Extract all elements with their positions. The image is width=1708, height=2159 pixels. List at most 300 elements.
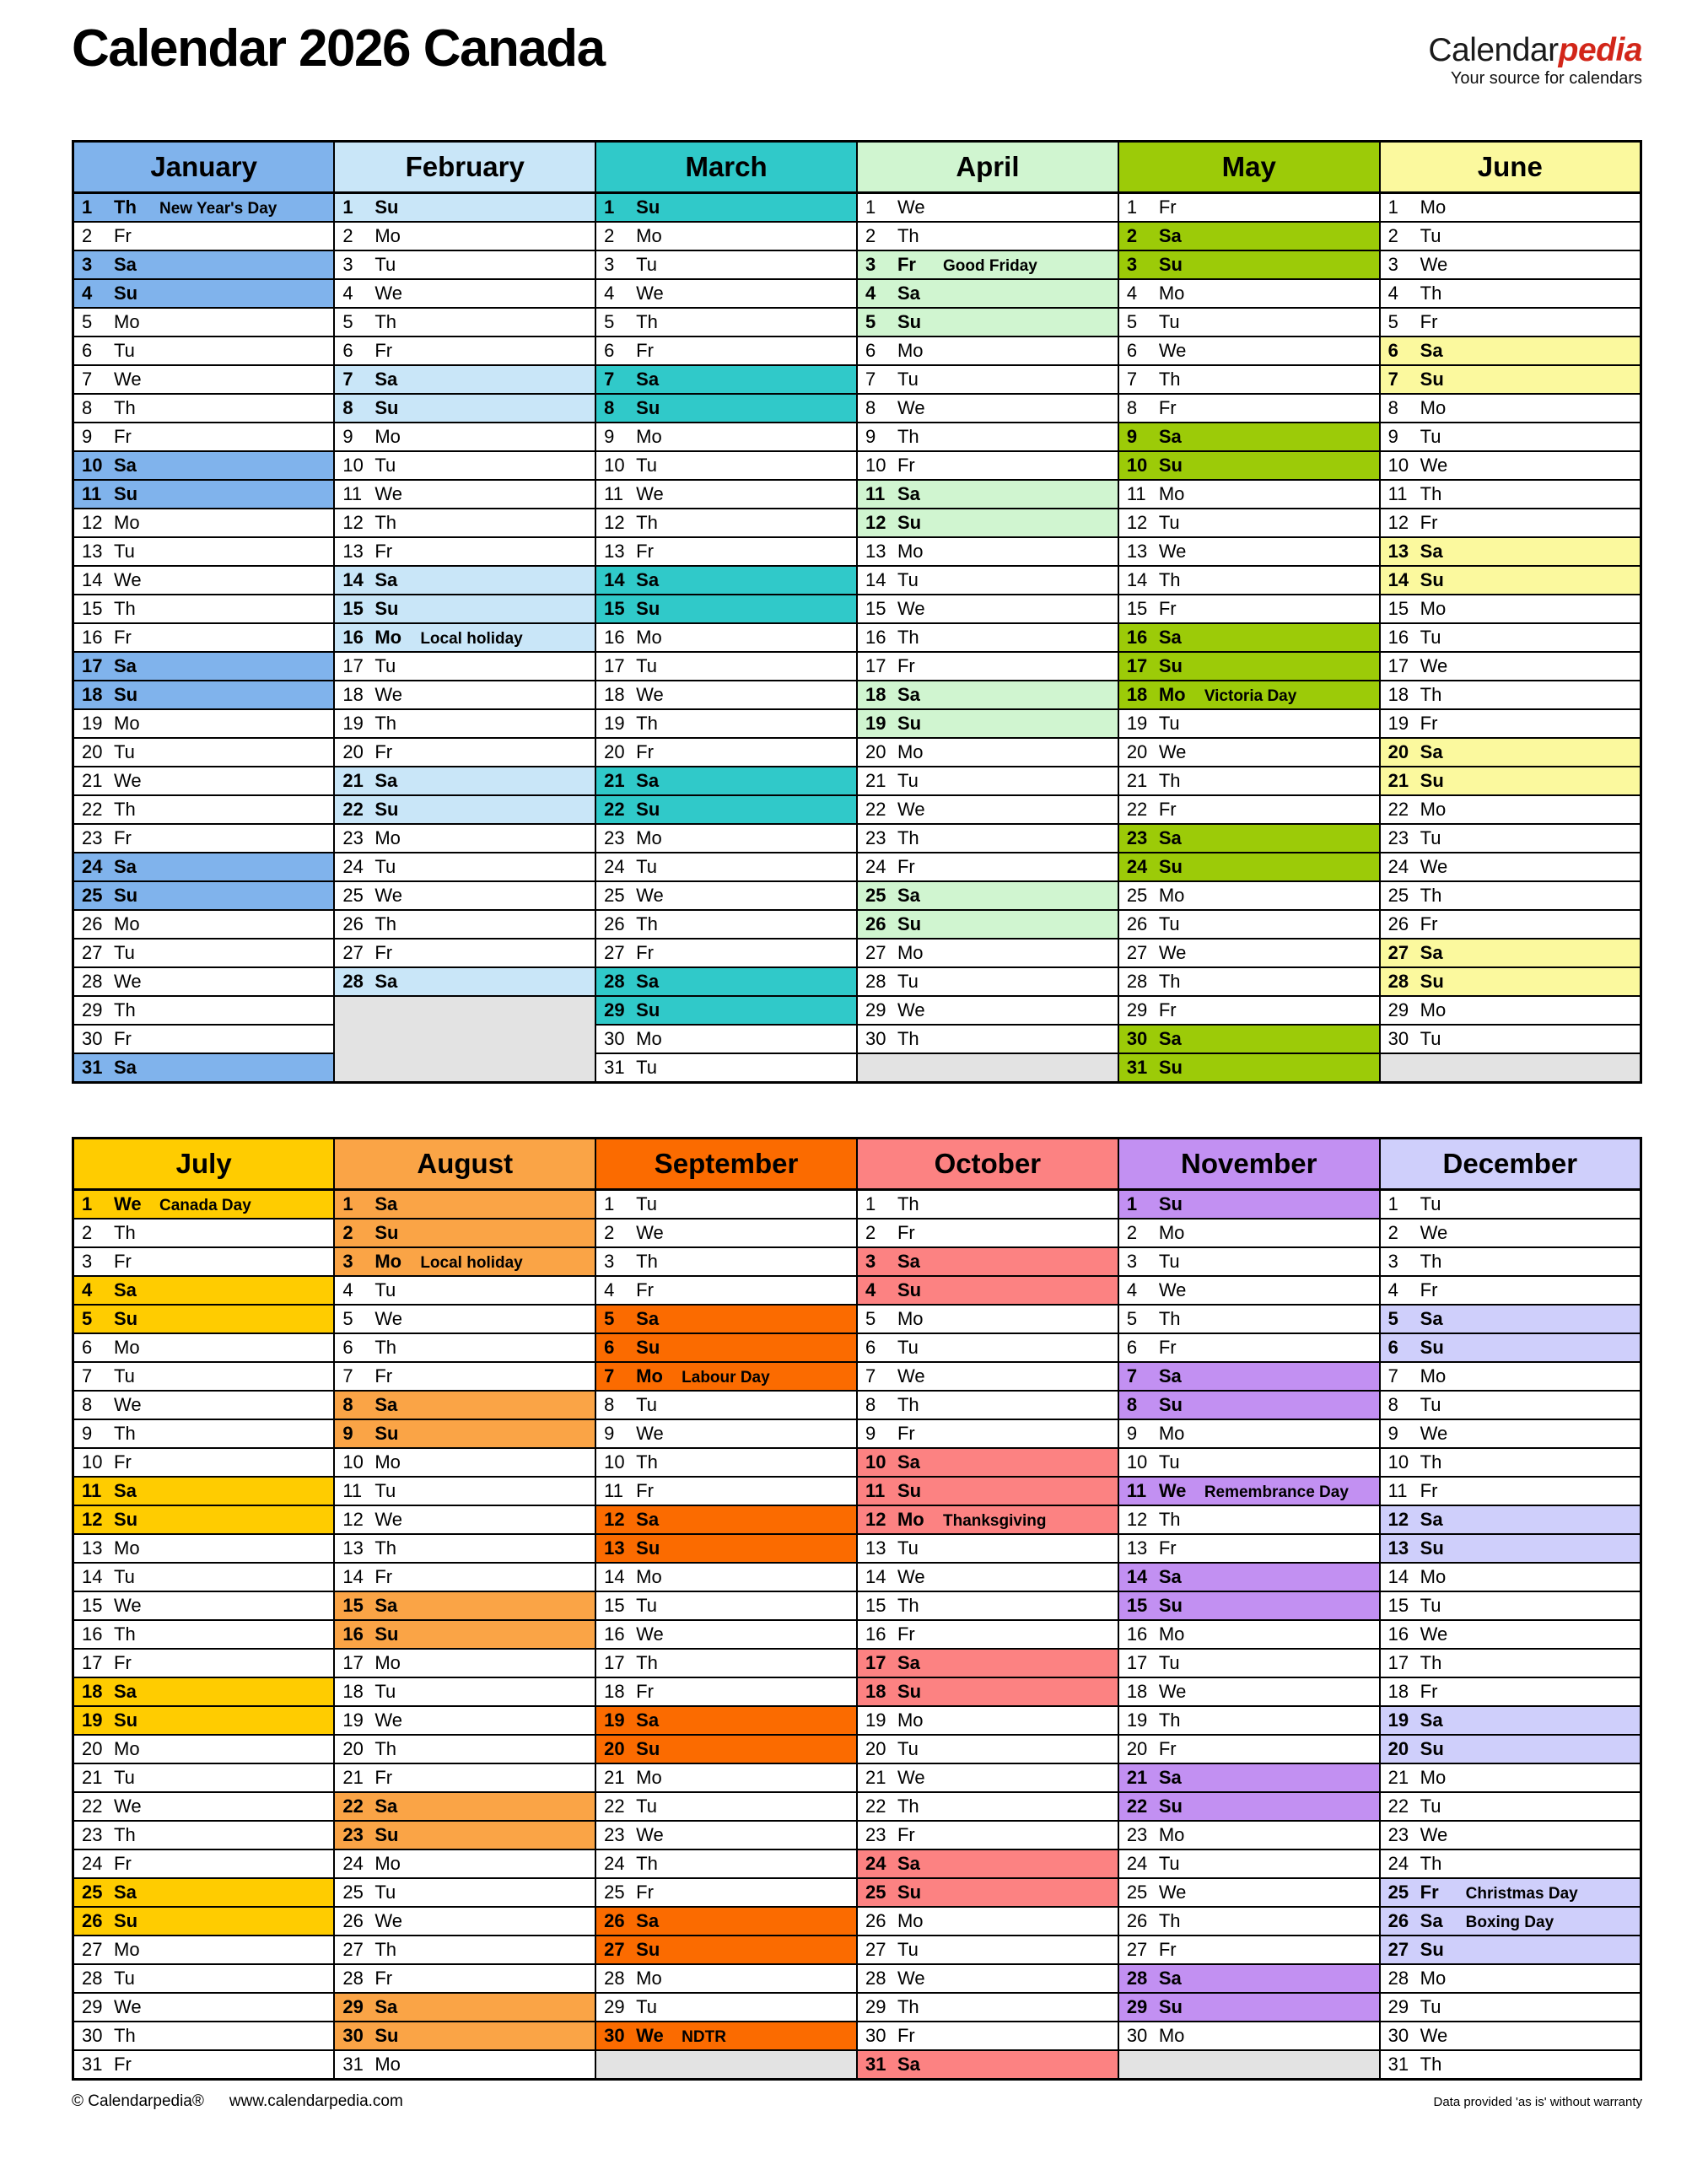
- day-number: 28: [342, 971, 364, 992]
- weekday-abbr: Sa: [114, 655, 137, 676]
- weekday-abbr: Fr: [374, 741, 393, 762]
- day-number: 18: [1126, 1681, 1148, 1702]
- weekday-abbr: Tu: [636, 1595, 658, 1616]
- day-cell-june-12: [1380, 509, 1641, 537]
- weekday-abbr: Th: [1158, 1308, 1181, 1329]
- day-number: 28: [1387, 971, 1409, 992]
- day-cell-october-5: [857, 1305, 1118, 1333]
- day-cell-february-10: [334, 451, 595, 480]
- day-number: 31: [82, 1057, 103, 1078]
- day-number: 4: [82, 1279, 93, 1300]
- day-number: 20: [1387, 741, 1409, 762]
- day-cell-march-25: [595, 881, 857, 910]
- day-cell-april-1: [857, 193, 1118, 223]
- weekday-abbr: We: [897, 397, 925, 418]
- weekday-abbr: Th: [114, 1623, 136, 1645]
- weekday-abbr: Fr: [636, 340, 654, 361]
- day-number: 12: [342, 1509, 364, 1530]
- day-cell-september-8: [595, 1391, 857, 1419]
- day-number: 16: [1387, 1623, 1409, 1645]
- day-cell-july-17: [73, 1649, 335, 1677]
- day-number: 2: [82, 1222, 93, 1243]
- day-number: 13: [342, 541, 364, 562]
- day-number: 29: [1126, 1996, 1148, 2017]
- day-number: 4: [865, 283, 876, 304]
- weekday-abbr: Tu: [114, 340, 135, 361]
- day-number: 1: [1126, 1193, 1138, 1214]
- day-cell-april-8: [857, 394, 1118, 423]
- weekday-abbr: Th: [1420, 2054, 1442, 2075]
- day-number: 3: [342, 254, 353, 275]
- weekday-abbr: Th: [374, 913, 397, 934]
- weekday-abbr: Th: [114, 2025, 136, 2046]
- day-number: 5: [82, 1308, 93, 1329]
- weekday-abbr: Th: [114, 397, 136, 418]
- day-cell-may-28: [1118, 967, 1380, 996]
- day-number: 19: [604, 1709, 625, 1731]
- weekday-abbr: Th: [374, 1337, 397, 1358]
- day-cell-october-24: [857, 1849, 1118, 1878]
- day-number: 15: [82, 598, 103, 619]
- day-cell-september-9: [595, 1419, 857, 1448]
- day-number: 30: [1387, 2025, 1409, 2046]
- day-cell-october-6: [857, 1333, 1118, 1362]
- weekday-abbr: Tu: [1158, 1652, 1180, 1673]
- day-cell-august-9: [334, 1419, 595, 1448]
- day-number: 14: [1126, 569, 1148, 590]
- day-number: 14: [342, 569, 364, 590]
- day-cell-september-23: [595, 1821, 857, 1849]
- weekday-abbr: Sa: [1158, 1767, 1182, 1788]
- day-number: 28: [1126, 1968, 1148, 1989]
- day-cell-december-27: [1380, 1936, 1641, 1964]
- weekday-abbr: Sa: [897, 1853, 920, 1874]
- day-cell-january-13: [73, 537, 335, 566]
- weekday-abbr: Mo: [1420, 197, 1447, 218]
- day-number: 23: [1126, 827, 1148, 848]
- weekday-abbr: Th: [114, 999, 136, 1020]
- day-number: 11: [82, 1480, 102, 1501]
- weekday-abbr: Tu: [636, 1394, 658, 1415]
- weekday-abbr: Mo: [114, 1537, 140, 1559]
- weekday-abbr: We: [636, 283, 664, 304]
- day-number: 13: [1387, 541, 1409, 562]
- weekday-abbr: Tu: [374, 455, 396, 476]
- day-cell-january-29: [73, 996, 335, 1025]
- calendar-first-half-table: [72, 140, 1642, 1084]
- month-header-january: January: [73, 142, 335, 193]
- empty-cell-april: [857, 1053, 1118, 1083]
- weekday-abbr: Tu: [897, 971, 919, 992]
- day-number: 16: [1126, 627, 1148, 648]
- day-cell-november-21: [1118, 1763, 1380, 1792]
- weekday-abbr: We: [1158, 1681, 1187, 1702]
- weekday-abbr: Fr: [1420, 913, 1438, 934]
- day-number: 6: [1126, 340, 1138, 361]
- weekday-abbr: Sa: [897, 1251, 920, 1272]
- day-cell-january-14: [73, 566, 335, 595]
- day-number: 9: [82, 426, 93, 447]
- day-cell-february-12: [334, 509, 595, 537]
- day-number: 10: [82, 1451, 103, 1473]
- day-cell-december-25: [1380, 1878, 1641, 1907]
- weekday-abbr: Fr: [374, 541, 393, 562]
- day-number: 24: [865, 1853, 886, 1874]
- day-number: 6: [342, 340, 353, 361]
- day-number: 23: [342, 827, 364, 848]
- day-cell-january-30: [73, 1025, 335, 1053]
- day-cell-november-29: [1118, 1993, 1380, 2022]
- day-number: 11: [1387, 1480, 1408, 1501]
- day-number: 25: [1387, 885, 1409, 906]
- day-cell-march-1: [595, 193, 857, 223]
- holiday-label: NDTR: [682, 2028, 726, 2046]
- day-cell-february-27: [334, 939, 595, 967]
- weekday-abbr: We: [1420, 1423, 1448, 1444]
- weekday-abbr: Th: [374, 512, 397, 533]
- day-number: 14: [865, 1566, 886, 1587]
- day-cell-may-30: [1118, 1025, 1380, 1053]
- day-cell-october-11: [857, 1477, 1118, 1505]
- weekday-abbr: Tu: [114, 541, 135, 562]
- day-cell-july-25: [73, 1878, 335, 1907]
- day-number: 29: [82, 1996, 103, 2017]
- weekday-abbr: Fr: [114, 1853, 132, 1874]
- day-cell-november-28: [1118, 1964, 1380, 1993]
- day-cell-december-31: [1380, 2050, 1641, 2080]
- day-number: 15: [82, 1595, 103, 1616]
- day-number: 11: [604, 483, 623, 504]
- day-number: 4: [604, 283, 615, 304]
- weekday-abbr: Su: [1420, 770, 1444, 791]
- weekday-abbr: Fr: [374, 1968, 393, 1989]
- weekday-abbr: Mo: [1420, 999, 1447, 1020]
- day-cell-april-21: [857, 767, 1118, 795]
- weekday-abbr: Mo: [636, 225, 662, 246]
- day-cell-january-5: [73, 308, 335, 337]
- weekday-abbr: Th: [897, 627, 919, 648]
- day-number: 12: [1387, 512, 1409, 533]
- day-cell-july-12: [73, 1505, 335, 1534]
- day-number: 6: [865, 340, 876, 361]
- day-number: 25: [1126, 885, 1148, 906]
- day-cell-april-9: [857, 423, 1118, 451]
- weekday-abbr: Mo: [897, 1910, 924, 1931]
- day-cell-february-4: [334, 279, 595, 308]
- day-cell-june-13: [1380, 537, 1641, 566]
- day-number: 13: [604, 1537, 625, 1559]
- weekday-abbr: Th: [636, 913, 658, 934]
- day-number: 30: [865, 2025, 886, 2046]
- day-number: 10: [342, 455, 364, 476]
- day-number: 2: [604, 1222, 615, 1243]
- weekday-abbr: Th: [1158, 369, 1181, 390]
- day-cell-november-25: [1118, 1878, 1380, 1907]
- weekday-abbr: Fr: [1158, 397, 1177, 418]
- weekday-abbr: Su: [374, 397, 399, 418]
- weekday-abbr: Fr: [636, 1681, 654, 1702]
- weekday-abbr: Sa: [374, 1394, 398, 1415]
- holiday-label: Good Friday: [942, 257, 1037, 275]
- weekday-abbr: Su: [374, 799, 399, 820]
- weekday-abbr: Th: [374, 1939, 397, 1960]
- day-number: 25: [865, 885, 886, 906]
- weekday-abbr: Sa: [114, 1681, 137, 1702]
- weekday-abbr: Th: [1158, 569, 1181, 590]
- day-number: 12: [604, 512, 625, 533]
- day-number: 26: [865, 913, 886, 934]
- day-cell-september-30: [595, 2022, 857, 2050]
- weekday-abbr: Mo: [1420, 1968, 1447, 1989]
- day-cell-june-1: [1380, 193, 1641, 223]
- day-cell-july-16: [73, 1620, 335, 1649]
- day-cell-july-22: [73, 1792, 335, 1821]
- day-number: 30: [82, 1028, 103, 1049]
- weekday-abbr: Fr: [1158, 1537, 1177, 1559]
- day-number: 18: [342, 684, 364, 705]
- day-cell-november-8: [1118, 1391, 1380, 1419]
- day-number: 7: [865, 1365, 876, 1386]
- day-cell-september-28: [595, 1964, 857, 1993]
- day-number: 24: [82, 856, 103, 877]
- day-number: 17: [1387, 655, 1409, 676]
- holiday-label: Boxing Day: [1465, 1914, 1554, 1931]
- day-number: 17: [1126, 655, 1148, 676]
- day-number: 12: [1126, 512, 1148, 533]
- day-cell-march-26: [595, 910, 857, 939]
- day-number: 16: [865, 1623, 886, 1645]
- day-number: 6: [604, 340, 615, 361]
- day-number: 13: [82, 541, 103, 562]
- day-cell-march-5: [595, 308, 857, 337]
- day-number: 27: [604, 1939, 625, 1960]
- weekday-abbr: Fr: [1420, 1681, 1438, 1702]
- day-cell-october-1: [857, 1190, 1118, 1219]
- day-number: 20: [604, 741, 625, 762]
- weekday-abbr: Th: [1420, 1652, 1442, 1673]
- day-cell-september-22: [595, 1792, 857, 1821]
- day-number: 18: [82, 1681, 103, 1702]
- weekday-abbr: Sa: [636, 1509, 660, 1530]
- day-number: 24: [1387, 856, 1409, 877]
- day-number: 5: [1387, 311, 1398, 332]
- day-cell-december-30: [1380, 2022, 1641, 2050]
- day-number: 6: [1387, 1337, 1398, 1358]
- day-cell-september-11: [595, 1477, 857, 1505]
- weekday-abbr: Th: [1420, 283, 1442, 304]
- weekday-abbr: Mo: [636, 1767, 662, 1788]
- day-cell-june-14: [1380, 566, 1641, 595]
- day-number: 24: [82, 1853, 103, 1874]
- weekday-abbr: Sa: [374, 1193, 398, 1214]
- weekday-abbr: Mo: [1158, 1824, 1185, 1845]
- weekday-abbr: Su: [897, 311, 922, 332]
- weekday-abbr: We: [374, 1709, 402, 1731]
- weekday-abbr: Sa: [114, 1057, 137, 1078]
- weekday-abbr: Th: [1158, 971, 1181, 992]
- weekday-abbr: Fr: [374, 1365, 393, 1386]
- day-cell-december-8: [1380, 1391, 1641, 1419]
- weekday-abbr: Su: [374, 2025, 399, 2046]
- day-number: 10: [1126, 455, 1148, 476]
- day-cell-june-5: [1380, 308, 1641, 337]
- day-cell-march-17: [595, 652, 857, 681]
- weekday-abbr: We: [374, 1910, 402, 1931]
- weekday-abbr: Mo: [636, 627, 662, 648]
- day-cell-may-3: [1118, 250, 1380, 279]
- day-cell-may-4: [1118, 279, 1380, 308]
- day-cell-august-18: [334, 1677, 595, 1706]
- day-number: 22: [865, 1796, 886, 1817]
- day-number: 21: [342, 770, 364, 791]
- weekday-abbr: Mo: [1158, 1423, 1185, 1444]
- day-number: 6: [1126, 1337, 1138, 1358]
- weekday-abbr: Mo: [114, 1738, 140, 1759]
- day-cell-august-28: [334, 1964, 595, 1993]
- day-cell-april-4: [857, 279, 1118, 308]
- day-cell-may-11: [1118, 480, 1380, 509]
- weekday-abbr: Sa: [1158, 827, 1182, 848]
- day-number: 8: [865, 397, 876, 418]
- weekday-abbr: Su: [1158, 655, 1183, 676]
- weekday-abbr: We: [374, 483, 402, 504]
- weekday-abbr: Mo: [374, 1652, 401, 1673]
- day-cell-july-5: [73, 1305, 335, 1333]
- day-number: 1: [82, 1193, 93, 1214]
- weekday-abbr: We: [897, 1968, 925, 1989]
- weekday-abbr: Su: [114, 885, 138, 906]
- day-cell-may-18: [1118, 681, 1380, 709]
- day-number: 3: [865, 254, 876, 275]
- day-number: 10: [82, 455, 103, 476]
- holiday-label: Local holiday: [420, 1254, 523, 1272]
- day-number: 30: [1387, 1028, 1409, 1049]
- day-number: 14: [342, 1566, 364, 1587]
- day-cell-july-18: [73, 1677, 335, 1706]
- footer-website: www.calendarpedia.com: [229, 2092, 403, 2110]
- weekday-abbr: Sa: [897, 2054, 920, 2075]
- day-cell-august-21: [334, 1763, 595, 1792]
- day-cell-january-25: [73, 881, 335, 910]
- day-number: 3: [865, 1251, 876, 1272]
- weekday-abbr: We: [636, 885, 664, 906]
- weekday-abbr: Sa: [374, 369, 398, 390]
- day-number: 10: [604, 455, 625, 476]
- day-number: 20: [82, 1738, 103, 1759]
- weekday-abbr: Mo: [636, 426, 662, 447]
- day-cell-july-26: [73, 1907, 335, 1936]
- weekday-abbr: We: [114, 1996, 142, 2017]
- weekday-abbr: Su: [1158, 254, 1183, 275]
- day-number: 16: [604, 627, 625, 648]
- weekday-abbr: Mo: [897, 1308, 924, 1329]
- month-header-june: June: [1380, 142, 1641, 193]
- day-cell-june-20: [1380, 738, 1641, 767]
- day-cell-january-9: [73, 423, 335, 451]
- weekday-abbr: Th: [636, 1652, 658, 1673]
- weekday-abbr: We: [1158, 1480, 1187, 1501]
- day-cell-march-19: [595, 709, 857, 738]
- weekday-abbr: Mo: [374, 627, 402, 648]
- day-number: 3: [342, 1251, 353, 1272]
- weekday-abbr: We: [636, 2025, 664, 2046]
- weekday-abbr: Fr: [1420, 1480, 1438, 1501]
- day-number: 15: [865, 598, 886, 619]
- weekday-abbr: Sa: [1420, 541, 1443, 562]
- day-number: 14: [82, 569, 103, 590]
- weekday-abbr: Tu: [374, 1279, 396, 1300]
- day-cell-january-8: [73, 394, 335, 423]
- day-cell-september-29: [595, 1993, 857, 2022]
- weekday-abbr: We: [1420, 856, 1448, 877]
- weekday-abbr: Th: [897, 1996, 919, 2017]
- weekday-abbr: Sa: [897, 283, 920, 304]
- weekday-abbr: Tu: [1158, 713, 1180, 734]
- weekday-abbr: Mo: [897, 741, 924, 762]
- day-cell-june-7: [1380, 365, 1641, 394]
- day-cell-june-27: [1380, 939, 1641, 967]
- weekday-abbr: Su: [114, 1308, 138, 1329]
- day-cell-april-22: [857, 795, 1118, 824]
- weekday-abbr: Su: [1420, 1337, 1444, 1358]
- day-number: 18: [1387, 1681, 1409, 1702]
- day-cell-july-6: [73, 1333, 335, 1362]
- weekday-abbr: Sa: [1158, 1028, 1182, 1049]
- day-cell-july-24: [73, 1849, 335, 1878]
- weekday-abbr: Tu: [1420, 1193, 1441, 1214]
- day-cell-october-7: [857, 1362, 1118, 1391]
- weekday-abbr: We: [1420, 1623, 1448, 1645]
- day-number: 25: [342, 885, 364, 906]
- day-cell-october-13: [857, 1534, 1118, 1563]
- day-cell-november-16: [1118, 1620, 1380, 1649]
- day-number: 15: [342, 1595, 364, 1616]
- weekday-abbr: We: [114, 1394, 142, 1415]
- month-header-august: August: [334, 1139, 595, 1190]
- day-cell-may-5: [1118, 308, 1380, 337]
- day-number: 24: [604, 856, 625, 877]
- day-cell-june-22: [1380, 795, 1641, 824]
- day-cell-may-26: [1118, 910, 1380, 939]
- day-number: 11: [1126, 483, 1146, 504]
- day-number: 22: [342, 799, 364, 820]
- weekday-abbr: Tu: [114, 1767, 135, 1788]
- weekday-abbr: Su: [636, 1738, 660, 1759]
- weekday-abbr: Th: [897, 1193, 919, 1214]
- day-number: 14: [1387, 569, 1409, 590]
- weekday-abbr: Tu: [374, 655, 396, 676]
- day-number: 31: [82, 2054, 103, 2075]
- logo-wordmark-red: pedia: [1558, 32, 1642, 68]
- weekday-abbr: Sa: [636, 971, 660, 992]
- day-number: 22: [604, 1796, 625, 1817]
- day-cell-february-21: [334, 767, 595, 795]
- weekday-abbr: Sa: [374, 971, 398, 992]
- day-cell-october-16: [857, 1620, 1118, 1649]
- day-cell-march-9: [595, 423, 857, 451]
- day-number: 8: [604, 397, 615, 418]
- weekday-abbr: Sa: [1158, 1566, 1182, 1587]
- day-cell-march-28: [595, 967, 857, 996]
- weekday-abbr: Tu: [636, 1057, 658, 1078]
- day-number: 16: [82, 627, 103, 648]
- day-number: 18: [1387, 684, 1409, 705]
- day-cell-august-23: [334, 1821, 595, 1849]
- day-cell-february-11: [334, 480, 595, 509]
- weekday-abbr: Tu: [636, 1193, 658, 1214]
- day-number: 5: [604, 311, 615, 332]
- day-cell-march-16: [595, 623, 857, 652]
